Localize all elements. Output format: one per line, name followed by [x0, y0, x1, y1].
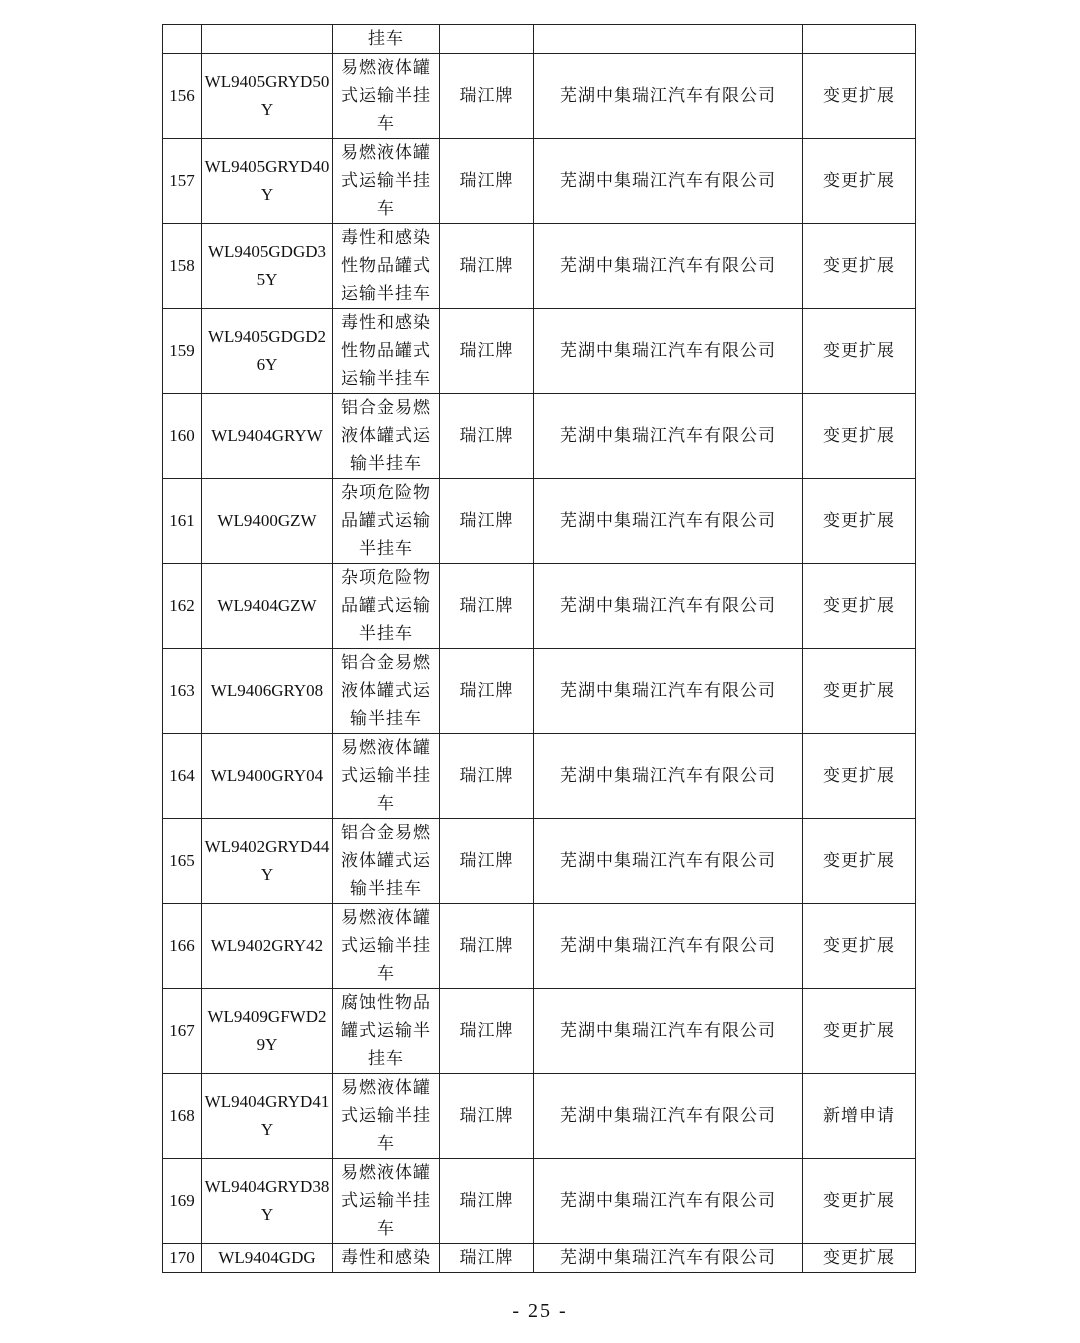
- application-type: 变更扩展: [803, 904, 916, 989]
- vehicle-model: WL9400GZW: [202, 479, 333, 564]
- vehicle-brand: 瑞江牌: [440, 1244, 534, 1273]
- application-type: [803, 25, 916, 54]
- vehicle-model: WL9400GRY04: [202, 734, 333, 819]
- vehicle-brand: 瑞江牌: [440, 1074, 534, 1159]
- table-row: [163, 54, 916, 139]
- application-type: 变更扩展: [803, 224, 916, 309]
- vehicle-name: 腐蚀性物品罐式运输半挂车: [333, 989, 440, 1074]
- vehicle-brand: 瑞江牌: [440, 1159, 534, 1244]
- manufacturer: 芜湖中集瑞江汽车有限公司: [534, 989, 803, 1074]
- vehicle-name: 铝合金易燃液体罐式运输半挂车: [333, 394, 440, 479]
- application-type: 变更扩展: [803, 1244, 916, 1273]
- row-number: [163, 25, 202, 54]
- table-row: [163, 139, 916, 224]
- vehicle-model: WL9405GDGD35Y: [202, 224, 333, 309]
- application-type: 变更扩展: [803, 564, 916, 649]
- vehicle-name: 易燃液体罐式运输半挂车: [333, 139, 440, 224]
- row-number: 160: [163, 394, 202, 479]
- vehicle-brand: 瑞江牌: [440, 54, 534, 139]
- row-number: 161: [163, 479, 202, 564]
- table-row: [163, 394, 916, 479]
- manufacturer: 芜湖中集瑞江汽车有限公司: [534, 904, 803, 989]
- application-type: 变更扩展: [803, 734, 916, 819]
- application-type: 变更扩展: [803, 479, 916, 564]
- application-type: 变更扩展: [803, 1159, 916, 1244]
- vehicle-name: 易燃液体罐式运输半挂车: [333, 904, 440, 989]
- vehicle-catalog-table: [162, 24, 916, 1273]
- page-number: - 25 -: [512, 1300, 568, 1322]
- vehicle-model: WL9406GRY08: [202, 649, 333, 734]
- vehicle-model: WL9402GRYD44Y: [202, 819, 333, 904]
- vehicle-brand: [440, 25, 534, 54]
- vehicle-model: [202, 25, 333, 54]
- vehicle-model: WL9405GRYD50Y: [202, 54, 333, 139]
- vehicle-name: 挂车: [333, 25, 440, 54]
- vehicle-brand: 瑞江牌: [440, 394, 534, 479]
- vehicle-brand: 瑞江牌: [440, 309, 534, 394]
- application-type: 变更扩展: [803, 989, 916, 1074]
- vehicle-model: WL9404GZW: [202, 564, 333, 649]
- vehicle-name: 杂项危险物品罐式运输半挂车: [333, 564, 440, 649]
- manufacturer: 芜湖中集瑞江汽车有限公司: [534, 54, 803, 139]
- row-number: 165: [163, 819, 202, 904]
- application-type: 变更扩展: [803, 309, 916, 394]
- manufacturer: 芜湖中集瑞江汽车有限公司: [534, 649, 803, 734]
- vehicle-name: 易燃液体罐式运输半挂车: [333, 54, 440, 139]
- vehicle-brand: 瑞江牌: [440, 224, 534, 309]
- row-number: 156: [163, 54, 202, 139]
- manufacturer: 芜湖中集瑞江汽车有限公司: [534, 309, 803, 394]
- vehicle-brand: 瑞江牌: [440, 564, 534, 649]
- row-number: 166: [163, 904, 202, 989]
- application-type: 变更扩展: [803, 54, 916, 139]
- vehicle-model: WL9404GRYD41Y: [202, 1074, 333, 1159]
- row-number: 169: [163, 1159, 202, 1244]
- table-row: [163, 1159, 916, 1244]
- manufacturer: 芜湖中集瑞江汽车有限公司: [534, 564, 803, 649]
- manufacturer: 芜湖中集瑞江汽车有限公司: [534, 224, 803, 309]
- table-row: [163, 734, 916, 819]
- vehicle-model: WL9402GRY42: [202, 904, 333, 989]
- vehicle-name: 铝合金易燃液体罐式运输半挂车: [333, 819, 440, 904]
- table-row: [163, 224, 916, 309]
- manufacturer: 芜湖中集瑞江汽车有限公司: [534, 1244, 803, 1273]
- manufacturer: 芜湖中集瑞江汽车有限公司: [534, 734, 803, 819]
- table-row: [163, 564, 916, 649]
- vehicle-model: WL9404GDG: [202, 1244, 333, 1273]
- vehicle-model: WL9404GRYW: [202, 394, 333, 479]
- manufacturer: 芜湖中集瑞江汽车有限公司: [534, 1074, 803, 1159]
- row-number: 167: [163, 989, 202, 1074]
- table-row: [163, 904, 916, 989]
- row-number: 157: [163, 139, 202, 224]
- table-row: [163, 479, 916, 564]
- vehicle-name: 毒性和感染性物品罐式运输半挂车: [333, 309, 440, 394]
- application-type: 变更扩展: [803, 394, 916, 479]
- vehicle-brand: 瑞江牌: [440, 819, 534, 904]
- manufacturer: 芜湖中集瑞江汽车有限公司: [534, 394, 803, 479]
- table-row: [163, 819, 916, 904]
- application-type: 变更扩展: [803, 649, 916, 734]
- manufacturer: 芜湖中集瑞江汽车有限公司: [534, 139, 803, 224]
- vehicle-name: 易燃液体罐式运输半挂车: [333, 1159, 440, 1244]
- application-type: 新增申请: [803, 1074, 916, 1159]
- vehicle-brand: 瑞江牌: [440, 989, 534, 1074]
- manufacturer: [534, 25, 803, 54]
- vehicle-model: WL9404GRYD38Y: [202, 1159, 333, 1244]
- row-number: 159: [163, 309, 202, 394]
- row-number: 170: [163, 1244, 202, 1273]
- vehicle-brand: 瑞江牌: [440, 479, 534, 564]
- vehicle-name: 毒性和感染: [333, 1244, 440, 1273]
- manufacturer: 芜湖中集瑞江汽车有限公司: [534, 819, 803, 904]
- row-number: 162: [163, 564, 202, 649]
- application-type: 变更扩展: [803, 139, 916, 224]
- table-row: [163, 649, 916, 734]
- table-row: [163, 989, 916, 1074]
- vehicle-model: WL9405GRYD40Y: [202, 139, 333, 224]
- row-number: 168: [163, 1074, 202, 1159]
- vehicle-brand: 瑞江牌: [440, 139, 534, 224]
- vehicle-brand: 瑞江牌: [440, 649, 534, 734]
- table-row: [163, 309, 916, 394]
- manufacturer: 芜湖中集瑞江汽车有限公司: [534, 1159, 803, 1244]
- manufacturer: 芜湖中集瑞江汽车有限公司: [534, 479, 803, 564]
- vehicle-model: WL9405GDGD26Y: [202, 309, 333, 394]
- row-number: 158: [163, 224, 202, 309]
- vehicle-model: WL9409GFWD29Y: [202, 989, 333, 1074]
- vehicle-brand: 瑞江牌: [440, 904, 534, 989]
- row-number: 164: [163, 734, 202, 819]
- vehicle-brand: 瑞江牌: [440, 734, 534, 819]
- vehicle-name: 铝合金易燃液体罐式运输半挂车: [333, 649, 440, 734]
- table-row: [163, 1074, 916, 1159]
- application-type: 变更扩展: [803, 819, 916, 904]
- row-number: 163: [163, 649, 202, 734]
- vehicle-name: 易燃液体罐式运输半挂车: [333, 1074, 440, 1159]
- table-row: [163, 25, 916, 54]
- vehicle-name: 杂项危险物品罐式运输半挂车: [333, 479, 440, 564]
- table-row: [163, 1244, 916, 1273]
- vehicle-name: 毒性和感染性物品罐式运输半挂车: [333, 224, 440, 309]
- vehicle-name: 易燃液体罐式运输半挂车: [333, 734, 440, 819]
